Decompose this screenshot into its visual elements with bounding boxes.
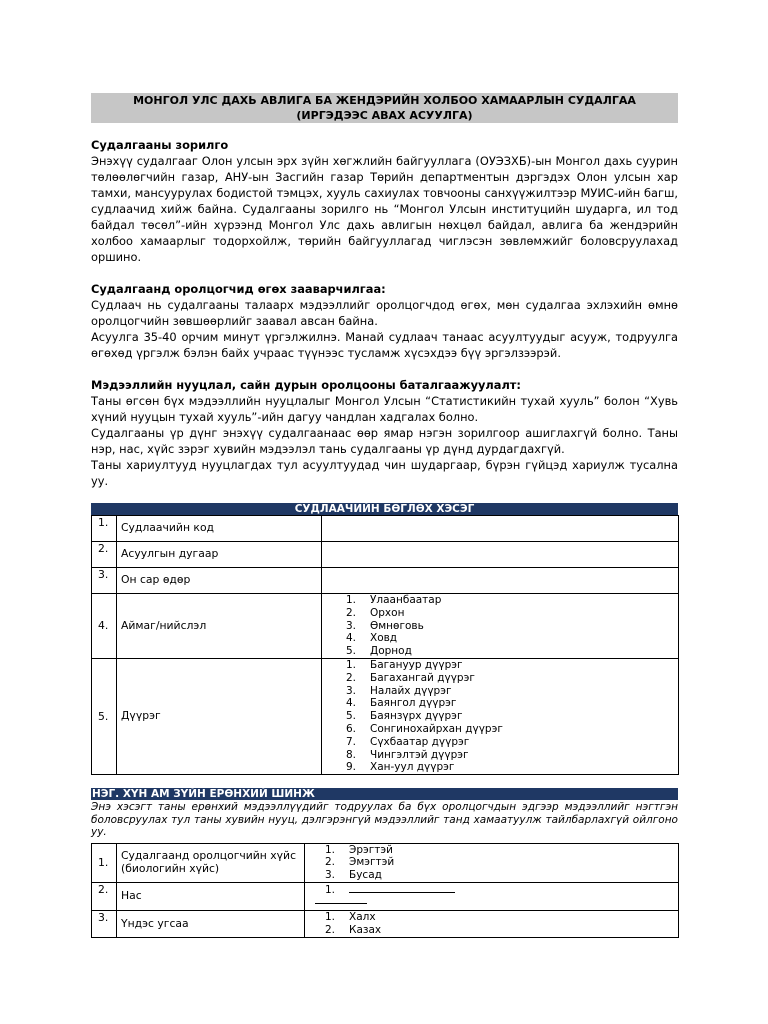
table-row — [92, 843, 679, 882]
title-line-1: МОНГОЛ УЛС ДАХЬ АВЛИГА БА ЖЕНДЭРИЙН ХОЛБОО ХАМААРЛЫН СУДАЛГАА — [133, 94, 636, 107]
option-item[interactable]: 4. Ховд — [346, 632, 398, 645]
row-label: Судалгаанд оролцогчийн хүйс (биологийн хүйс) — [117, 843, 305, 882]
option-item[interactable]: 7. Сүхбаатар дүүрэг — [346, 735, 470, 748]
section-one-header: НЭГ. ХҮН АМ ЗҮЙН ЕРӨНХИЙ ШИНЖ — [91, 788, 678, 800]
table-row — [92, 516, 679, 542]
options-cell-district — [322, 658, 679, 774]
sex-options — [305, 844, 678, 882]
purpose-text: Энэхүү судалгааг Олон улсын эрх зүйн хөгжлийн байгууллага (ОУЭЗХБ)-ын Монгол дахь суурин төлөөлөгчийн газар, АНУ-ын Засгийн газар Төрийн департментын дэргэдэх Олон улсын хар тамхи, мансуурулах бодистой тэмцэх, хууль сахиулах товчооны санхүүжилтээр МУИС-ийн багш, судлаачид хийж байна. Судалгааны зорилго нь “Монгол Улсын институцийн шударга, ил тод байдал төсөл”-ийн хүрээнд Монгол Улс дахь авлигын нөхцөл байдал, авлига ба жендэрийн холбоо хамаарлыг тодорхойлж, төрийн байгууллагад чиглэсэн зөвлөмжийг боловсруулахад оршино. — [91, 154, 678, 264]
row-number: 4. — [92, 594, 117, 659]
instructions-paragraph-2: Асуулга 35-40 орчим минут үргэлжилнэ. Манай судлаач танаас асуултуудыг асууж, тодруулга өгөхөд үргэлж бэлэн байх учраас түүнээс тусламж хүсэхдээ бүү эргэлзээрэй. — [91, 330, 678, 360]
row-number: 5. — [92, 658, 117, 774]
option-item[interactable]: 3. Бусад — [325, 869, 382, 882]
table-row — [92, 568, 679, 594]
option-item[interactable]: 1. Улаанбаатар — [346, 594, 442, 606]
row-label: Судлаачийн код — [117, 516, 322, 542]
row-label: Асуулгын дугаар — [117, 542, 322, 568]
options-cell-sex — [305, 843, 679, 882]
age-blank-continuation — [315, 899, 367, 904]
option-item[interactable]: 2. Орхон — [346, 606, 405, 619]
option-item[interactable]: 2. Казах — [325, 923, 382, 936]
row-label: Он сар өдөр — [117, 568, 322, 594]
option-item[interactable]: 6. Сонгинохайрхан дүүрэг — [346, 722, 503, 735]
section-one-intro: Энэ хэсэгт таны ерөнхий мэдээллүүдийг тодруулах ба бүх оролцогчдын эдгээр мэдээллийг нэгтгэн боловсруулах тул таны хувийн нууц, дэлгэрэнгүй мэдээллийг танд хамаатуулж тайлбарлахгүй ойлгоно уу. — [91, 801, 678, 839]
row-label: Үндэс угсаа — [117, 911, 305, 938]
option-item[interactable]: 1. Халх — [325, 911, 376, 924]
row-label: Дүүрэг — [117, 658, 322, 774]
option-item[interactable]: 5. Баянзүрх дүүрэг — [346, 710, 463, 723]
researcher-section-header: СУДЛААЧИЙН БӨГЛӨХ ХЭСЭГ — [91, 503, 678, 515]
row-number: 3. — [92, 911, 117, 938]
ethnicity-options — [305, 911, 678, 937]
purpose-heading: Судалгааны зорилго — [91, 138, 229, 152]
confidentiality-paragraph-1: Таны өгсөн бүх мэдээллийн нууцлалыг Монгол Улсын “Статистикийн тухай хууль” болон “Хувь хүний нууцын тухай хууль”-ийн дагуу чандлан хадгалах болно. — [91, 394, 678, 424]
document-page — [91, 93, 678, 938]
age-options — [305, 883, 678, 897]
title-line-2: (ИРГЭДЭЭС АВАХ АСУУЛГА) — [296, 109, 473, 122]
answer-cell-questionnaire-number[interactable] — [322, 542, 679, 568]
answer-cell-age[interactable] — [305, 883, 679, 911]
answer-cell-date[interactable] — [322, 568, 679, 594]
option-item[interactable]: 1. Эрэгтэй — [325, 843, 393, 856]
option-item[interactable]: 4. Баянгол дүүрэг — [346, 697, 457, 710]
option-item[interactable]: 3. Өмнөговь — [346, 619, 424, 632]
options-cell-province — [322, 594, 679, 659]
instructions-paragraph-1: Судлаач нь судалгааны талаарх мэдээллийг оролцогчдод өгөх, мөн судалгаа эхлэхийн өмнө оролцогчийн зөвшөөрлийг заавал авсан байна. — [91, 298, 678, 328]
option-item[interactable]: 2. Эмэгтэй — [325, 856, 395, 869]
row-label: Нас — [117, 883, 305, 911]
option-item[interactable]: 3. Налайх дүүрэг — [346, 684, 452, 697]
option-item[interactable]: 8. Чингэлтэй дүүрэг — [346, 748, 469, 761]
province-options — [322, 594, 678, 658]
row-number: 1. — [92, 516, 117, 542]
table-row — [92, 911, 679, 938]
row-number: 3. — [92, 568, 117, 594]
answer-cell-researcher-code[interactable] — [322, 516, 679, 542]
confidentiality-heading: Мэдээллийн нууцлал, сайн дурын оролцооны баталгаажуулалт: — [91, 378, 521, 392]
table-row — [92, 883, 679, 911]
options-cell-ethnicity — [305, 911, 679, 938]
confidentiality-paragraph-2: Судалгааны үр дүнг энэхүү судалгаанаас өөр ямар нэгэн зорилгоор ашиглахгүй болно. Таны нэр, нас, хүйс зэрэг хувийн мэдээлэл тань судалгааны үр дүнд дурдагдахгүй. — [91, 426, 678, 456]
district-options — [322, 659, 678, 774]
option-item[interactable]: 2. Багахангай дүүрэг — [346, 671, 475, 684]
table-row — [92, 658, 679, 774]
researcher-table — [91, 515, 679, 775]
table-row — [92, 594, 679, 659]
row-number: 2. — [92, 542, 117, 568]
row-number: 2. — [92, 883, 117, 911]
option-item[interactable]: 9. Хан-уул дүүрэг — [346, 761, 455, 774]
option-item[interactable]: 1. Багануур дүүрэг — [346, 658, 463, 671]
row-label: Аймаг/нийслэл — [117, 594, 322, 659]
option-item[interactable]: 5. Дорнод — [346, 645, 412, 658]
document-title — [91, 93, 678, 123]
table-row — [92, 542, 679, 568]
instructions-heading: Судалгаанд оролцогчид өгөх зааварчилгаа: — [91, 282, 386, 296]
demographics-table — [91, 843, 679, 938]
confidentiality-paragraph-3: Таны хариултууд нууцлагдах тул асуултуудад чин шударгаар, бүрэн гүйцэд хариулж тусална уу. — [91, 458, 678, 488]
age-blank-field[interactable]: 1. — [349, 883, 678, 897]
row-number: 1. — [92, 843, 117, 882]
